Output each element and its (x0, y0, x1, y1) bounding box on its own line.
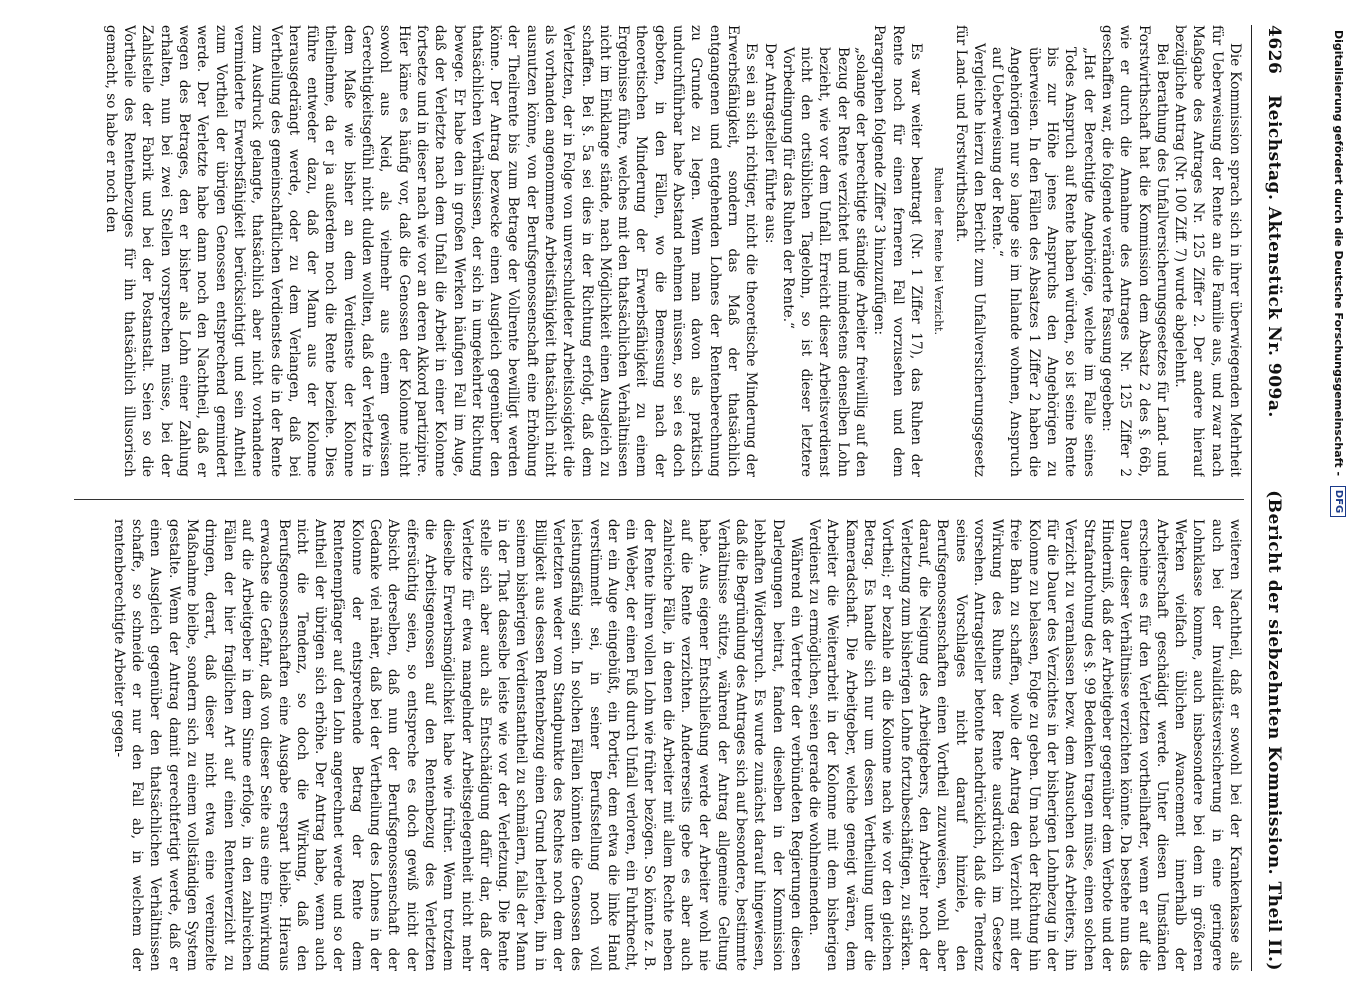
section-subheading: Ruhen der Rente bei Verzicht. (932, 167, 946, 335)
header-title-left: Reichstag. Aktenstück Nr. 909a. (1264, 95, 1284, 418)
quoted-text: „Hat der Berechtigte Angehörige, welche im Falle seines Todes Anspruch auf Rente haben würden, so ist seine Rente bis zur Höhe jenes Anspruchs den Angehörigen zu überweisen. In den Fällen des Absatzes 1 Ziffer 2 haben die Angehörigen nur so lange sie im Inlande wohnen, Anspruch auf Ueberweisung der Rente.“ (989, 47, 1097, 477)
quoted-text: „solange der berechtigte ständige Arbeiter freiwillig auf den Bezug der Rente verzichtet und mindestens denselben Lohn bezieht, wie vor dem Unfall. Erreicht dieser Arbeitsverdienst nicht den ortsüblichen Tagelohn, so ist dieser letztere Vorbedingung für das Ruhen der Rente.“ (779, 47, 870, 477)
print-page (60, 15, 1290, 981)
column-divider (74, 499, 1244, 500)
page-number: 4626 (1264, 25, 1284, 75)
paragraph: Die Kommission sprach sich in ihrer überwiegenden Mehrheit für Ueberweisung der Rente an die Familie aus, und zwar nach Maßgabe des Antrages Nr. 125 Ziffer 2. Der andere hierauf bezügliche Antrag (Nr. 100 Ziff. 7) wurde abgelehnt. (1172, 25, 1243, 477)
paragraph: weiteren Nachtheil, daß er sowohl bei der Krankenkasse als auch bei der Invaliditätsversicherung in eine geringere Lohnklasse komme, auch insbesondere bei dem in größeren Werken vielfach üblichen Avancement innerhalb der Arbeiterschaft geschädigt werde. Unter diesen Umständen erscheine es für den Verletzten vortheilhafter, wenn er auf die Dauer dieser Verhältnisse verzichten könnte. Da bestehe nun das Hinderniß, daß der Arbeitgeber gegenüber dem Verbote und der Strafandrohung des §. 99 Bedenken tragen müsse, einen solchen Verzicht zu veranlassen bezw. dem Ansuchen des Arbeiters, ihn für die Dauer des Verzichtes in der bisherigen Lohnbezug in der Kolonne zu belassen, Folge zu geben. Um nach der Richtung hin freie Bahn zu schaffen, wolle der Antrag den Verzicht mit der Wirkung des Ruhens der Rente ausdrücklich im Gesetze vorsehen. Antragsteller betonte nachdrücklich, daß die Tendenz seines Vorschlages nicht darauf hinziele, den Berufsgenossenschaften einen Vortheil zuzuweisen, wohl aber darauf, die Neigung des Arbeitgebers, den Arbeiter noch der Verletzung zum bisherigen Lohne fortzubeschäftigen, zu stärken. Vortheil; er bezahle an die Kolonne nach wie vor den gleichen Betrag. Es handle sich nur um dessen Vertheilung unter die Kameradschaft. Die Arbeitgeber, welche geneigt wären, dem Arbeiter die Weiterarbeit in der Kolonne mit dem bisherigen Verdienst zu ermöglichen, seien gerade die wohlmeinenden. (806, 519, 1243, 971)
header-rule (1251, 25, 1252, 971)
digitization-text: Digitalisierung gefördert durch die Deutsche Forschungsgemeinschaft - (1332, 30, 1345, 477)
left-column (74, 25, 1244, 477)
paragraph: Vergleiche hierzu den Bericht zum Unfallversicherungsgesetz für Land- und Forstwirthschaft. (952, 25, 987, 477)
paragraph: Bei Berathung des Unfallversicherungsgesetzes für Land- und Forstwirthschaft hat die Kommission dem Absatz 2 des §. 66b, wie er durch die Annahme des Antrages Nr. 125 Ziffer 2 geschaffen war, die folgende veränderte Fassung gegeben: (1098, 25, 1170, 477)
right-column (74, 519, 1244, 971)
paragraph: Der Antragsteller führte aus: (761, 43, 778, 244)
paragraph: Während ein Vertreter der verbündeten Regierungen diesen Darlegungen beitrat, fanden dieselben in der Kommission lebhaften Widerspruch. Es wurde zunächst darauf hingewiesen, daß die Begründung des Antrages sich auf besondere, bestimmte Verhältnisse stütze, während der Antrag allgemeine Geltung habe. Aus eigener Entschließung werde der Arbeiter wohl nie auf die Rente verzichten. Andererseits gebe es aber auch zahlreiche Fälle, in denen die Arbeiter mit allem Rechte neben der Rente ihren vollen Lohn wie früher bezögen. So könnte z. B. ein Weber, der einen Fuß durch Unfall verloren, ein Fuhrknecht, der ein Auge eingebüßt, ein Portier, dem etwa die linke Hand verstümmelt sei, in seiner Berufsstellung noch voll leistungsfähig sein. In solchen Fällen könnten die Genossen des Verletzten weder vom Standpunkte des Rechtes noch dem der Billigkeit aus dessen Rentenbezug einen Grund herleiten, ihn in seinem bisherigen Verdienstantheil zu schmälern, falls der Mann in der That dasselbe leiste wie vor der Verletzung. Die Rente stelle sich aber auch als Entschädigung dafür dar, daß der Verletzte für etwa mangelnder Arbeitsgelegenheit nicht mehr dieselbe Erwerbsmöglichkeit habe wie früher. Wenn trotzdem die Arbeitsgenossen auf den Rentenbezug des Verletzten eifersüchtig seien, so entspreche es doch gewiß nicht der Absicht derselben, daß nun der Berufsgenossenschaft der Gedanke viel näher, daß bei der Vertheilung des Lohnes in der Kolonne der entsprechende Betrag der Rente dem Rentenempfänger auf den Lohn angerechnet werde und so der Antheil der übrigen sich erhöhe. Der Antrag habe, wenn auch nicht die Tendenz, so doch die Wirkung, daß den Berufsgenossenschaften eine Ausgabe erspart bleibe. Hieraus erwachse die Gefahr, daß von dieser Seite aus eine Einwirkung auf die Arbeitgeber in dem Sinne erfolge, in den zahlreichen Fällen der hier fraglichen Art auf einen Rentenverzicht zu dringen, derart, daß dieser nicht etwa eine vereinzelte Maßnahme bleibe, sondern sich zu einem vollständigen System gestalte. Wenn der Antrag damit gerechtfertigt werde, daß er einen Ausgleich gegenüber den thatsächlichen Verhältnissen schaffe, so schneide er nur den Fall ab, in welchem der rentenberechtigte Arbeiter gegen- (110, 519, 804, 971)
rotated-print-area (102, 15, 1290, 1000)
dfg-logo: DFG (1330, 486, 1346, 517)
paragraph: Es sei an sich richtiger, nicht die theoretische Minderung der Erwerbsfähigkeit, sondern das Maß der thatsächlich entgangenen und entgehenden Lohnes der Rentenberechnung zu Grunde zu legen. Wenn man davon als praktisch undurchführbar habe Abstand nehmen müssen, so sei es doch geboten, in den Fällen, wo die Bemessung nach der theoretischen Minderung der Erwerbsfähigkeit zu einem Ergebnisse führe, welches mit den thatsächlichen Verhältnissen nicht im Einklange stände, nach Möglichkeit einen Ausgleich zu schaffen. Bei §. 5a sei dies in der Richtung erfolgt, daß dem Verletzten, der in Folge von unverschuldeter Arbeitslosigkeit die als vorhanden angenommene Arbeitsfähigkeit thatsächlich nicht ausnutzen könne, von der Berufsgenossenschaft eine Erhöhung der Theilrente bis zum Betrage der Vollrente bewilligt werden könne. Der Antrag bezwecke einen Ausgleich gegenüber den thatsächlichen Verhältnissen, der sich in umgekehrter Richtung bewege. Er habe den in großen Werken häufigen Fall im Auge, daß der Verletzte nach dem Unfall die Arbeit in einer Kolonne fortsetze und in dieser nach wie vor an deren Akkord partizipire. Hier käme es häufig vor, daß die Genossen der Kolonne nicht sowohl aus Neid, als vielmehr aus einem gewissen Gerechtigkeitsgefühl nicht dulden wollten, daß der Verletzte in dem Maße wie bisher an dem Verdienste der Kolonne theilnehme, da er ja außerdem noch die Rente beziehe. Dies führe entweder dazu, daß der Mann aus der Kolonne herausgedrängt werde, oder zu dem Verlangen, daß bei Vertheilung des gemeinschaftlichen Verdienstes die in der Rente zum Ausdruck gelangte, thatsächlich aber nicht vorhandene verminderte Erwerbsfähigkeit berücksichtigt und sein Antheil zum Vortheil der übrigen Genossen entsprechend gemindert werde. Der Verletzte habe dann noch den Nachtheil, daß er wegen des Betrages, den er bisher als Lohn einer Zahlung erhalten, nun bei zwei Stellen vorsprechen müsse, bei der Zahlstelle der Fabrik und bei der Postanstalt. Seien so die Vortheile des Rentenbezuges für ihn thatsächlich illusorisch gemacht, so habe er noch den (102, 25, 760, 477)
running-header (1256, 25, 1284, 971)
paragraph: Es war weiter beantragt (Nr. 1 Ziffer 17), das Ruhen der Rente noch für einen ferneren Fall vorzusehen und dem Paragraphen folgende Ziffer 3 hinzuzufügen: (871, 25, 924, 477)
header-title-right: (Bericht der siebzehnten Kommission. Theil II.) (1264, 490, 1284, 971)
digitization-note (1327, 30, 1351, 980)
